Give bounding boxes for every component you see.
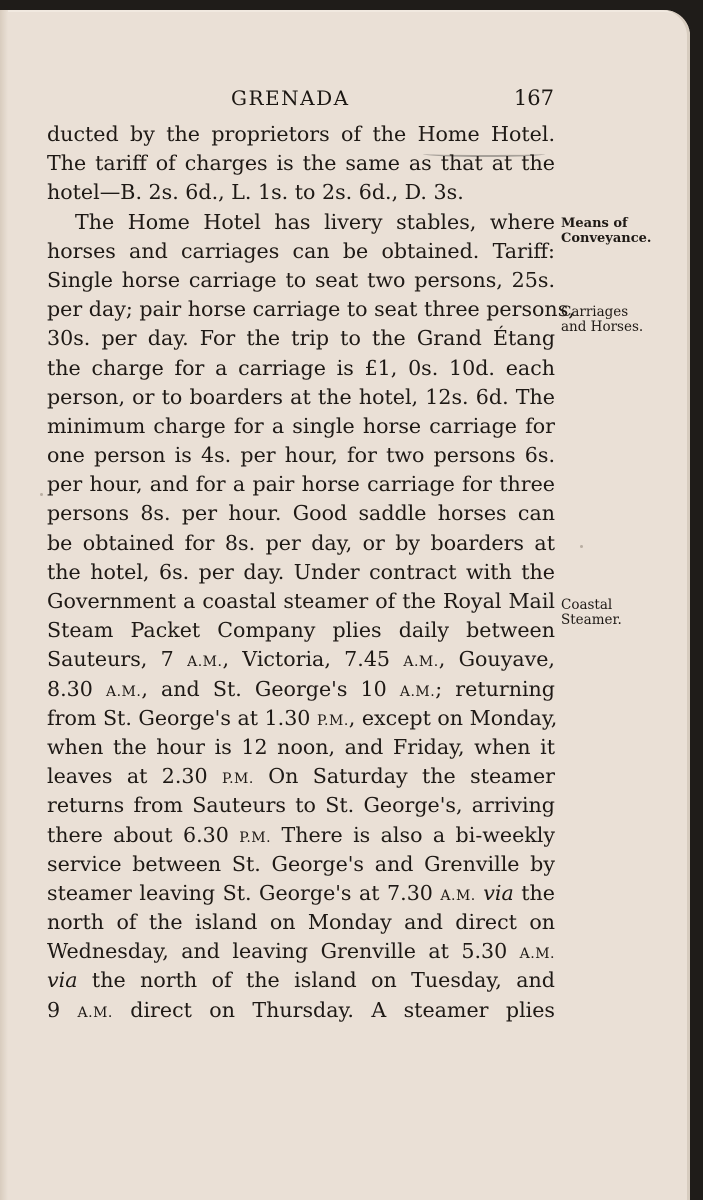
text-line: north of the island on Monday and direct on [47,910,555,935]
text-line: The Home Hotel has livery stables, where [75,209,555,234]
text-line: horses and carriages can be obtained. Tariff: [47,238,555,263]
text-line: per hour, and for a pair horse carriage for three [47,472,555,497]
text-line: Steam Packet Company plies daily between [47,618,555,643]
text-line: Wednesday, and leaving Grenville at 5.30 A.M. [47,939,555,964]
text-line: returns from Sauteurs to St. George's, arriving [47,793,555,818]
text-line: hotel—B. 2s. 6d., L. 1s. to 2s. 6d., D. 3s. [47,180,464,205]
text-line: persons 8s. per hour. Good saddle horses can [47,501,555,526]
text-line: 8.30 A.M., and St. George's 10 A.M.; returning [47,676,555,701]
text-line: leaves at 2.30 P.M. On Saturday the steamer [47,764,555,789]
body-text [47,120,575,1025]
text-line: Sauteurs, 7 A.M., Victoria, 7.45 A.M., Gouyave, [47,647,555,672]
text-line: one person is 4s. per hour, for two persons 6s. [47,443,555,468]
text-line: minimum charge for a single horse carriage for [47,413,555,438]
page-header [46,74,554,114]
paper-speck [40,493,43,496]
page-number: 167 [513,86,554,110]
text-line: there about 6.30 P.M. There is also a bi-weekly [47,822,555,847]
text-line: Government a coastal steamer of the Royal Mail [47,589,555,613]
text-line: per day; pair horse carriage to seat three persons, [47,297,575,322]
paper-speck [580,545,583,548]
text-line: person, or to boarders at the hotel, 12s. 6d. The [47,384,555,409]
text-line: be obtained for 8s. per day, or by boarders at [47,530,555,555]
text-line: service between St. George's and Grenville by [47,851,555,876]
text-line: via the north of the island on Tuesday, and [47,968,555,993]
page-edge [690,0,703,1200]
text-line: when the hour is 12 noon, and Friday, when it [47,734,555,759]
text-line: ducted by the proprietors of the Home Hotel. [47,122,555,146]
text-line: The tariff of charges is the same as that at the [47,151,555,176]
margin-note-carriages-and-horses: Carriages and Horses. [561,304,644,335]
running-title: GRENADA [231,86,350,110]
text-line: the charge for a carriage is £1, 0s. 10d. each [47,355,555,380]
text-line: 9 A.M. direct on Thursday. A steamer plies [47,997,555,1022]
margin-note-coastal-steamer: Coastal Steamer. [561,597,622,628]
margin-note-means-of-conveyance: Means of Conveyance. [561,216,652,246]
text-line: Single horse carriage to seat two persons, 25s. [47,267,555,292]
page-spine-shadow [0,10,8,1200]
text-line: the hotel, 6s. per day. Under contract with the [47,559,555,584]
text-line: 30s. per day. For the trip to the Grand Étang [47,326,555,351]
text-line: from St. George's at 1.30 P.M., except on Monday, [47,705,558,730]
text-line: steamer leaving St. George's at 7.30 A.M. via the [47,880,555,905]
